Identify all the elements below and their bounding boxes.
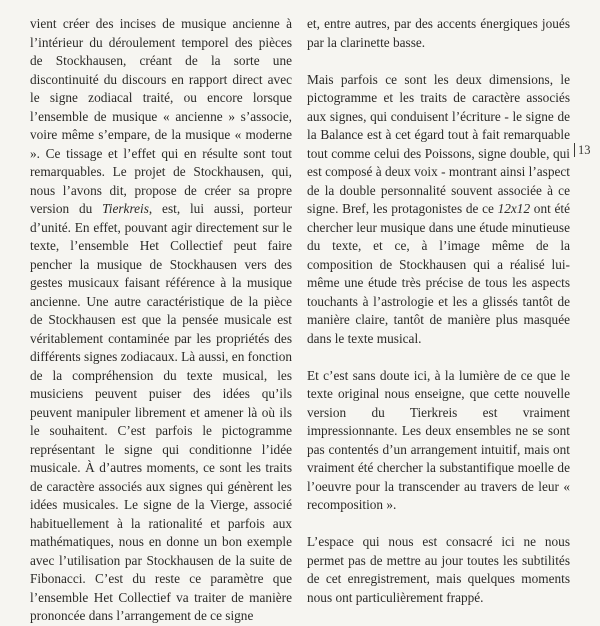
tierkreis-title: Tierkreis [102,201,149,216]
right-paragraph-3: Et c’est sans doute ici, à la lumière de ce que le texte original nous enseigne, que cette nouvelle version du Tierkreis est vraiment impressionnante. Les deux ensembles ne se sont pas contentés d’un arrangement intuitif, mais ont vraiment été chercher la substantifique moelle de l’oeuvre pour la transcender au travers de leur « recomposition ». [307,367,570,512]
left-column [30,15,292,626]
right-paragraph-1: et, entre autres, par des accents énergiques joués par la clarinette basse. [307,16,570,50]
left-paragraph-1 [30,15,292,626]
right-paragraph-2-text-a: Mais parfois ce sont les deux dimensions, le pictogramme et les traits de caractère associés aux signes, qui conduisent l’écriture - le signe de la Balance est à cet égard tout à fait remarquable tout comme celui des Poissons, signe double, qui est composé à deux voix - montrant ainsi l’aspect de la double personnalité souvent associée à ce signe. Bref, les protagonistes de ce [307,71,570,216]
left-paragraph-1-text-b: , est, lui aussi, porteur d’unité. En effet, pouvant agir directement sur le texte, l’ensemble Het Collectief peut faire pencher la musique de Stockhausen vers des gestes musicaux faisant référence à la musique ancienne. Une autre caractéristique de la pièce de Stockhausen est que la pensée musicale est véritablement contaminée par les propriétés des différents signes zodiacaux. Là aussi, en fonction de la compréhension du texte musical, les musiciens peuvent puiser des idées qu’ils peuvent manipuler librement et amener là où ils le souhaitent. C’est parfois le pictogramme représentant le signe qui conditionne l’idée musicale. À d’autres moments, ce sont les traits de caractère associés aux signes qui génèrent les idées musicales. Le signe de la Vierge, associé habituellement à la rationalité et parfois aux mathématiques, nous en donne un bon exemple avec l’utilisation par Stockhausen de la suite de Fibonacci. C’est du reste ce paramètre que l’ensemble Het Collectief va traiter de manière prononcée dans l’arrangement de ce signe [30,201,292,623]
page-number: 13 [574,143,591,157]
right-paragraph-2 [307,71,570,349]
right-paragraph-2-text-b: ont été chercher leur musique dans une étude minutieuse du texte, et ce, à l’image même de la composition de Stockhausen qui a réalisé lui-même une étude très précise de tous les aspects touchants à l’astrologie et les a glissés tantôt de manière claire, tantôt de manière plus masquée dans le texte musical. [307,201,570,346]
left-paragraph-1-text-a: vient créer des incises de musique ancienne à l’intérieur du déroulement temporel des pièces de Stockhausen, créant de la sorte une discontinuité du discours en rapport direct avec le signe zodiacal traité, ou encore lorsque l’ensemble de musique « ancienne » s’associe, voire même s’empare, de la musique « moderne ». Ce tissage et l’effet qui en résulte sont tout remarquables. Le projet de Stockhausen, qui, nous l’avons dit, propose de créer sa propre version du [30,16,292,216]
work-title-12x12: 12x12 [497,201,531,216]
right-column [307,15,570,607]
right-paragraph-4: L’espace qui nous est consacré ici ne nous permet pas de mettre au jour toutes les subtilités de cet enregistrement, mais quelques moments nous ont particulièrement frappé. [307,534,570,605]
